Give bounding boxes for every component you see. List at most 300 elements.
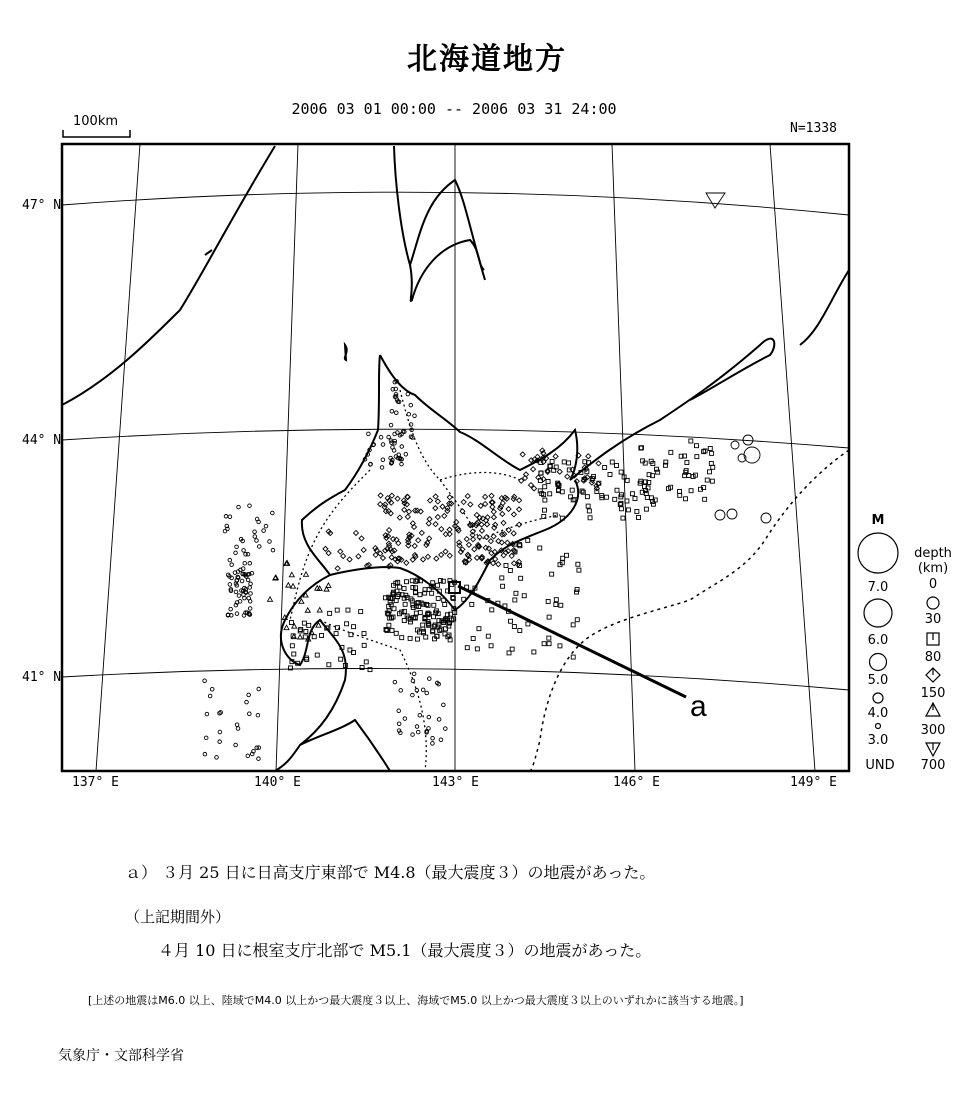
earthquake-marker: [425, 554, 430, 559]
earthquake-marker: [392, 607, 396, 611]
earthquake-marker: [431, 630, 435, 634]
earthquake-marker: [359, 536, 364, 541]
earthquake-marker: [447, 553, 452, 558]
earthquake-marker: [224, 514, 228, 518]
lon-label-149: 149° E: [790, 775, 837, 790]
earthquake-marker: [430, 591, 434, 595]
earthquake-marker: [442, 513, 447, 518]
earthquake-marker: [242, 593, 246, 597]
earthquake-marker: [582, 476, 587, 481]
earthquake-marker: [427, 715, 431, 719]
earthquake-marker: [461, 500, 466, 505]
earthquake-marker: [427, 517, 432, 522]
earthquake-marker: [489, 493, 494, 498]
earthquake-marker: [500, 511, 505, 516]
earthquake-marker: [705, 478, 709, 482]
earthquake-marker: [565, 474, 570, 479]
earthquake-marker: [289, 572, 294, 577]
earthquake-marker: [418, 593, 422, 597]
earthquake-marker: [247, 693, 251, 697]
legend-mag-und: UND: [865, 758, 895, 773]
earthquake-marker: [557, 469, 562, 474]
earthquake-marker: [415, 637, 419, 641]
earthquake-marker: [236, 727, 240, 731]
earthquake-marker: [249, 592, 253, 596]
earthquake-marker: [411, 679, 415, 683]
earthquake-marker: [424, 635, 428, 639]
earthquake-marker: [242, 549, 246, 553]
earthquake-marker: [465, 646, 469, 650]
earthquake-marker: [542, 642, 546, 646]
earthquake-marker: [394, 411, 398, 415]
earthquake-marker: [215, 756, 219, 760]
earthquake-marker: [443, 602, 447, 606]
earthquake-marker: [443, 632, 447, 636]
earthquake-marker: [257, 757, 261, 761]
earthquake-marker: [414, 611, 418, 615]
earthquake-marker: [400, 636, 404, 640]
earthquake-marker: [511, 512, 516, 517]
earthquake-marker: [531, 467, 536, 472]
earthquake-marker: [413, 414, 417, 418]
earthquake-marker: [581, 490, 585, 494]
earthquake-marker: [246, 754, 250, 758]
earthquake-marker: [439, 527, 444, 532]
earthquake-marker: [248, 586, 252, 590]
earthquake-marker: [353, 530, 358, 535]
earthquake-marker: [431, 628, 435, 632]
earthquake-marker: [339, 657, 343, 661]
earthquake-marker: [559, 603, 563, 607]
earthquake-marker: [244, 552, 248, 556]
event-count: N=1338: [790, 121, 837, 136]
legend-mag-5: 5.0: [867, 673, 889, 688]
earthquake-marker: [303, 572, 308, 577]
earthquake-marker: [506, 506, 511, 511]
earthquake-marker: [409, 403, 413, 407]
earthquake-marker: [511, 531, 516, 536]
earthquake-marker: [703, 497, 707, 501]
earthquake-marker: [588, 516, 592, 520]
earthquake-marker: [253, 530, 257, 534]
earthquake-marker: [731, 441, 739, 449]
earthquake-marker: [577, 568, 581, 572]
period-text: 2006 03 01 00:00 -- 2006 03 31 24:00: [291, 100, 617, 118]
earthquake-marker: [235, 723, 239, 727]
legend-depth-700: 700: [920, 758, 946, 773]
earthquake-marker: [341, 554, 346, 559]
earthquake-marker: [442, 703, 446, 707]
earthquake-marker: [630, 492, 634, 496]
earthquake-marker: [395, 496, 400, 501]
earthquake-marker: [570, 488, 574, 492]
scale-bar: [63, 130, 130, 137]
earthquake-marker: [403, 602, 407, 606]
earthquake-marker: [685, 461, 689, 465]
earthquake-marker: [684, 497, 688, 501]
earthquake-marker: [466, 542, 471, 547]
earthquake-marker: [407, 412, 411, 416]
earthquake-marker: [489, 644, 493, 648]
earthquake-marker: [230, 563, 234, 567]
earthquake-marker: [603, 466, 607, 470]
earthquake-marker: [378, 493, 383, 498]
earthquake-marker: [228, 515, 232, 519]
earthquake-marker: [380, 556, 385, 561]
earthquake-marker: [615, 463, 619, 467]
earthquake-marker: [554, 603, 558, 607]
earthquake-marker: [496, 562, 501, 567]
earthquake-marker: [586, 454, 591, 459]
lon-label-140: 140° E: [254, 775, 301, 790]
earthquake-marker: [262, 529, 266, 533]
earthquake-marker: [378, 502, 383, 507]
earthquake-marker: [554, 598, 558, 602]
earthquake-marker: [346, 608, 350, 612]
earthquake-marker: [610, 460, 614, 464]
earthquake-marker: [715, 510, 725, 520]
earthquake-marker: [248, 607, 252, 611]
note-outside: ４月 10 日に根室支庁北部で M5.1（最大震度３）の地震があった。: [158, 941, 652, 960]
earthquake-marker: [398, 585, 402, 589]
earthquake-marker: [203, 679, 207, 683]
earthquake-marker: [619, 470, 623, 474]
earthquake-marker: [208, 694, 212, 698]
earthquake-marker: [335, 608, 339, 612]
earthquake-marker: [411, 733, 415, 737]
earthquake-marker: [243, 596, 247, 600]
earthquake-marker: [613, 497, 617, 501]
earthquake-marker: [427, 727, 431, 731]
earthquake-marker: [271, 511, 275, 515]
earthquake-marker: [390, 409, 394, 413]
earthquake-marker: [312, 635, 316, 639]
earthquake-marker: [472, 547, 477, 552]
earthquake-marker: [519, 576, 523, 580]
earthquake-marker: [203, 752, 207, 756]
earthquake-marker: [412, 672, 416, 676]
earthquake-marker: [406, 543, 411, 548]
earthquake-marker: [433, 506, 438, 511]
earthquake-marker: [520, 452, 525, 457]
earthquake-marker: [394, 599, 398, 603]
legend-depth-150: 150: [920, 686, 946, 701]
graticule: [62, 144, 849, 771]
lat-label-47: 47° N: [22, 198, 62, 213]
earthquake-marker: [464, 537, 469, 542]
earthquake-marker: [694, 444, 698, 448]
earthquake-marker: [253, 535, 257, 539]
earthquake-marker: [404, 560, 409, 565]
earthquake-marker: [439, 552, 444, 557]
earthquake-marker: [558, 644, 562, 648]
earthquake-marker: [327, 663, 331, 667]
earthquake-marker: [490, 608, 494, 612]
legend-depth-30: 30: [924, 612, 942, 627]
earthquake-marker: [234, 590, 238, 594]
earthquake-marker: [486, 634, 490, 638]
earthquake-marker: [404, 452, 408, 456]
earthquake-marker: [402, 619, 406, 623]
earthquake-marker: [547, 636, 551, 640]
earthquake-marker: [400, 462, 404, 466]
earthquake-marker: [362, 643, 366, 647]
earthquake-marker: [604, 495, 608, 499]
earthquake-marker: [585, 495, 589, 499]
earthquake-marker: [727, 509, 737, 519]
map-frame: [62, 144, 849, 771]
earthquake-marker: [710, 479, 714, 483]
earthquake-marker: [397, 709, 401, 713]
earthquake-marker: [416, 538, 421, 543]
earthquake-marker: [431, 742, 435, 746]
earthquake-marker: [484, 535, 489, 540]
earthquake-marker: [491, 515, 496, 520]
earthquake-marker: [419, 530, 424, 535]
earthquake-marker: [587, 509, 591, 513]
earthquake-marker: [334, 632, 338, 636]
earthquake-marker: [393, 680, 397, 684]
earthquake-marker: [440, 504, 445, 509]
earthquake-marker: [268, 597, 273, 602]
earthquake-marker: [335, 566, 340, 571]
earthquake-marker: [303, 635, 307, 639]
earthquake-marker: [619, 507, 623, 511]
earthquake-marker: [427, 677, 431, 681]
earthquake-marker: [320, 634, 324, 638]
earthquake-marker: [470, 602, 474, 606]
earthquake-marker: [403, 717, 407, 721]
earthquake-symbols: [203, 193, 771, 760]
earthquake-marker: [237, 594, 241, 598]
earthquake-marker: [633, 497, 637, 501]
earthquake-marker: [447, 495, 452, 500]
earthquake-marker: [636, 515, 640, 519]
earthquake-marker: [501, 584, 505, 588]
earthquake-marker: [408, 620, 412, 624]
earthquake-marker: [411, 693, 415, 697]
earthquake-marker: [302, 621, 306, 625]
earthquake-marker: [500, 576, 504, 580]
earthquake-marker: [435, 499, 440, 504]
earthquake-marker: [546, 599, 550, 603]
earthquake-marker: [439, 738, 443, 742]
earthquake-marker: [228, 558, 232, 562]
lat-label-44: 44° N: [22, 433, 62, 448]
earthquake-marker: [695, 455, 699, 459]
earthquake-marker: [234, 743, 238, 747]
earthquake-marker: [292, 652, 296, 656]
earthquake-marker: [387, 528, 392, 533]
earthquake-marker: [547, 615, 551, 619]
earthquake-marker: [317, 608, 322, 613]
legend-depth-title: depth: [914, 546, 952, 561]
earthquake-marker: [575, 618, 579, 622]
earthquake-marker: [235, 545, 239, 549]
earthquake-marker: [580, 489, 584, 493]
earthquake-marker: [501, 553, 506, 558]
earthquake-marker: [571, 623, 575, 627]
earthquake-marker: [471, 637, 475, 641]
earthquake-marker: [475, 647, 479, 651]
earthquake-marker: [229, 607, 233, 611]
earthquake-marker: [421, 557, 426, 562]
earthquake-marker: [205, 712, 209, 716]
legend-depth-0: 0: [928, 577, 938, 592]
earthquake-marker: [428, 498, 433, 503]
earthquake-marker: [387, 623, 391, 627]
earthquake-marker: [517, 498, 522, 503]
lon-label-143: 143° E: [432, 775, 479, 790]
earthquake-marker: [436, 596, 440, 600]
earthquake-marker: [381, 443, 385, 447]
earthquake-marker: [405, 514, 410, 519]
earthquake-marker: [290, 644, 294, 648]
legend-magnitude-title: M: [871, 513, 885, 528]
earthquake-marker: [315, 653, 319, 657]
note-criteria: [上述の地震はM6.0 以上、陸域でM4.0 以上かつ最大震度３以上、海域でM5.0 以上かつ最大震度３以上のいずれかに該当する地震。]: [88, 994, 744, 1007]
earthquake-marker: [418, 713, 422, 717]
earthquake-marker: [526, 622, 530, 626]
earthquake-marker: [367, 432, 371, 436]
earthquake-marker: [538, 546, 542, 550]
earthquake-marker: [706, 193, 725, 208]
earthquake-marker: [576, 562, 580, 566]
earthquake-marker: [389, 423, 393, 427]
earthquake-marker: [669, 450, 673, 454]
earthquake-marker: [352, 625, 356, 629]
earthquake-marker: [513, 598, 517, 602]
legend-mag-7: 7.0: [867, 580, 889, 595]
earthquake-marker: [204, 736, 208, 740]
earthquake-marker: [761, 513, 771, 523]
earthquake-marker: [380, 466, 384, 470]
earthquake-marker: [218, 740, 222, 744]
earthquake-marker: [707, 470, 711, 474]
earthquake-marker: [548, 492, 552, 496]
earthquake-marker: [431, 615, 435, 619]
earthquake-marker: [338, 549, 343, 554]
lon-label-137: 137° E: [72, 775, 119, 790]
earthquake-marker: [416, 730, 420, 734]
earthquake-marker: [243, 561, 247, 565]
earthquake-marker: [433, 494, 438, 499]
earthquake-marker: [596, 461, 601, 466]
earthquake-marker: [517, 507, 522, 512]
earthquake-marker: [431, 736, 435, 740]
earthquake-marker: [307, 623, 311, 627]
earthquake-marker: [271, 548, 275, 552]
earthquake-marker: [248, 712, 252, 716]
earthquake-marker: [744, 447, 760, 463]
earthquake-marker: [379, 435, 383, 439]
earthquake-marker: [402, 586, 406, 590]
earthquake-marker: [514, 591, 518, 595]
earthquake-marker: [347, 557, 352, 562]
earthquake-marker: [434, 556, 439, 561]
earthquake-marker: [240, 579, 244, 583]
earthquake-marker: [678, 493, 682, 497]
earthquake-marker: [644, 507, 648, 511]
earthquake-marker: [326, 551, 331, 556]
earthquake-marker: [248, 504, 252, 508]
earthquake-marker: [361, 547, 366, 552]
earthquake-marker: [359, 610, 363, 614]
earthquake-marker: [304, 630, 308, 634]
earthquake-marker: [468, 502, 473, 507]
earthquake-marker: [418, 611, 422, 615]
earthquake-marker: [512, 625, 516, 629]
earthquake-marker: [305, 608, 310, 613]
earthquake-marker: [394, 631, 398, 635]
earthquake-marker: [710, 451, 714, 455]
earthquake-marker: [397, 515, 402, 520]
earthquake-marker: [390, 628, 394, 632]
annotation-label-a: a: [690, 690, 707, 723]
earthquake-marker: [553, 454, 558, 459]
earthquake-marker: [268, 540, 272, 544]
earthquake-marker: [396, 541, 401, 546]
legend-mag-3: 3.0: [867, 733, 889, 748]
legend-depth-unit: (km): [917, 561, 949, 576]
earthquake-marker: [249, 582, 253, 586]
earthquake-marker: [235, 612, 239, 616]
earthquake-marker: [550, 459, 554, 463]
earthquake-marker: [291, 584, 296, 589]
earthquake-marker: [488, 539, 493, 544]
earthquake-marker: [289, 621, 293, 625]
earthquake-marker: [364, 660, 368, 664]
earthquake-marker: [546, 480, 550, 484]
earthquake-marker: [491, 509, 496, 514]
earthquake-marker: [256, 713, 260, 717]
earthquake-marker: [412, 543, 417, 548]
lat-label-41: 41° N: [22, 670, 62, 685]
earthquake-marker: [509, 619, 513, 623]
note-a: ａ） ３月 25 日に日高支庁東部で M4.8（最大震度３）の地震があった。: [125, 863, 656, 882]
earthquake-marker: [543, 498, 547, 502]
earthquake-marker: [626, 508, 630, 512]
earthquake-marker: [257, 687, 261, 691]
earthquake-marker: [645, 495, 649, 499]
earthquake-marker: [237, 505, 241, 509]
earthquake-marker: [562, 460, 566, 464]
legend-mag-4: 4.0: [867, 706, 889, 721]
earthquake-marker: [689, 489, 693, 493]
earthquake-marker: [387, 435, 391, 439]
earthquake-marker: [532, 650, 536, 654]
earthquake-marker: [678, 489, 682, 493]
earthquake-marker: [689, 439, 693, 443]
earthquake-marker: [542, 508, 546, 512]
earthquake-marker: [444, 727, 448, 731]
earthquake-marker: [526, 538, 530, 542]
earthquake-marker: [571, 655, 575, 659]
coastline: [62, 146, 849, 771]
earthquake-marker: [708, 446, 712, 450]
scale-bar-label: 100km: [73, 114, 119, 129]
earthquake-marker: [635, 509, 639, 513]
legend-depth-300: 300: [920, 723, 946, 738]
earthquake-marker: [543, 485, 547, 489]
earthquake-marker: [218, 730, 222, 734]
earthquake-marker: [245, 700, 249, 704]
earthquake-marker: [425, 691, 429, 695]
earthquake-marker: [443, 549, 448, 554]
earthquake-marker: [247, 596, 251, 600]
earthquake-marker: [608, 472, 612, 476]
earthquake-marker: [210, 687, 214, 691]
